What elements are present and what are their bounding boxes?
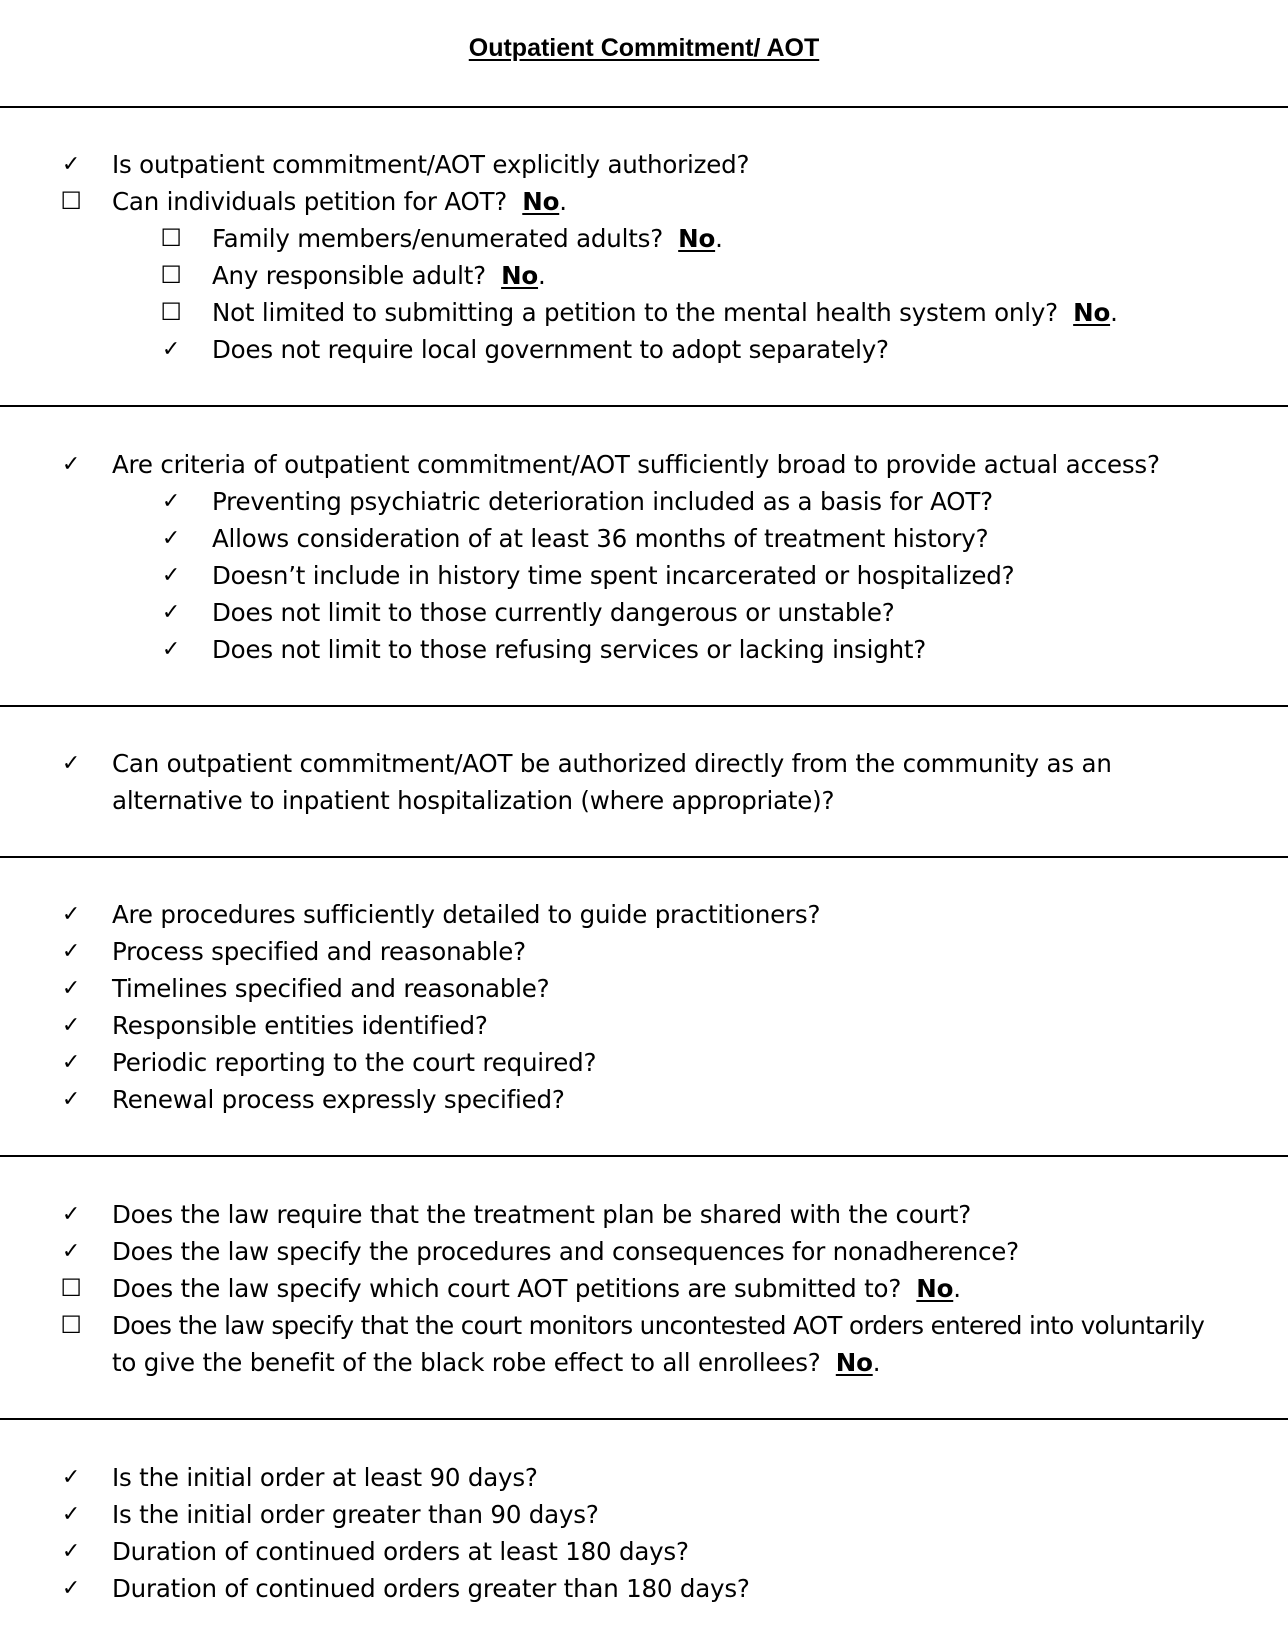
- check-mark-icon: ✓: [161, 337, 181, 362]
- section-court: [0, 1196, 1288, 1381]
- answer-no: No: [678, 224, 716, 253]
- answer-no: No: [501, 261, 539, 290]
- item-text: Family members/enumerated adults?: [212, 224, 679, 253]
- checklist-item: [0, 1233, 1288, 1270]
- checklist-item: [0, 1307, 1288, 1381]
- item-text: Preventing psychiatric deterioration included as a basis for AOT?: [212, 487, 993, 516]
- answer-no: No: [916, 1274, 954, 1303]
- checklist-subitem: [0, 594, 1288, 631]
- answer-no: No: [522, 187, 560, 216]
- item-text: Can outpatient commitment/AOT be authorized directly from the community as an: [112, 749, 1112, 778]
- checklist-subitem: [0, 331, 1288, 368]
- item-text: Renewal process expressly specified?: [112, 1085, 565, 1114]
- section-divider: [0, 705, 1288, 707]
- check-mark-icon: ✓: [61, 1202, 81, 1227]
- check-mark-icon: ✓: [61, 902, 81, 927]
- section-criteria: [0, 446, 1288, 668]
- answer-no: No: [835, 1348, 873, 1377]
- checklist-subitem: [0, 483, 1288, 520]
- section-procedures: [0, 896, 1288, 1118]
- checklist-subitem: [0, 557, 1288, 594]
- checklist-item: [0, 446, 1288, 483]
- checklist-item: [0, 1270, 1288, 1307]
- checklist-subitem: [0, 520, 1288, 557]
- answer-period: .: [1110, 298, 1118, 327]
- check-mark-icon: ✓: [61, 1465, 81, 1490]
- checklist-item: [0, 1081, 1288, 1118]
- checklist-item: [0, 183, 1288, 220]
- item-text: Are procedures sufficiently detailed to guide practitioners?: [112, 900, 821, 929]
- check-mark-icon: ✓: [61, 1576, 81, 1601]
- empty-checkbox-icon: ☐: [160, 224, 182, 252]
- item-text: Is the initial order at least 90 days?: [112, 1463, 538, 1492]
- check-mark-icon: ✓: [61, 1502, 81, 1527]
- check-mark-icon: ✓: [61, 152, 81, 177]
- empty-checkbox-icon: ☐: [60, 1274, 82, 1302]
- section-divider: [0, 1155, 1288, 1157]
- item-text: Is outpatient commitment/AOT explicitly authorized?: [112, 150, 750, 179]
- checklist-item: [0, 1044, 1288, 1081]
- item-text: Responsible entities identified?: [112, 1011, 488, 1040]
- checklist-subitem: [0, 220, 1288, 257]
- item-text: Does the law specify that the court monitors uncontested AOT orders entered into voluntarily: [112, 1311, 1205, 1340]
- checklist-item: [0, 745, 1288, 819]
- check-mark-icon: ✓: [61, 1539, 81, 1564]
- answer-no: No: [1073, 298, 1111, 327]
- check-mark-icon: ✓: [61, 1087, 81, 1112]
- item-text-line2: to give the benefit of the black robe effect to all enrollees?: [112, 1348, 836, 1377]
- check-mark-icon: ✓: [161, 563, 181, 588]
- check-mark-icon: ✓: [161, 637, 181, 662]
- empty-checkbox-icon: ☐: [160, 261, 182, 289]
- check-mark-icon: ✓: [161, 526, 181, 551]
- checklist-item: [0, 1533, 1288, 1570]
- item-text: Are criteria of outpatient commitment/AOT sufficiently broad to provide actual access?: [112, 450, 1160, 479]
- check-mark-icon: ✓: [61, 751, 81, 776]
- section-duration: [0, 1459, 1288, 1607]
- item-text: Process specified and reasonable?: [112, 937, 526, 966]
- section-divider: [0, 1418, 1288, 1420]
- item-text: Does not limit to those refusing services or lacking insight?: [212, 635, 927, 664]
- check-mark-icon: ✓: [61, 939, 81, 964]
- item-text-line2: alternative to inpatient hospitalization (where appropriate)?: [112, 786, 835, 815]
- answer-period: .: [538, 261, 546, 290]
- item-text: Does the law specify the procedures and consequences for nonadherence?: [112, 1237, 1019, 1266]
- empty-checkbox-icon: ☐: [160, 298, 182, 326]
- check-mark-icon: ✓: [61, 1013, 81, 1038]
- checklist-item: [0, 1570, 1288, 1607]
- checklist-subitem: [0, 294, 1288, 331]
- item-text: Can individuals petition for AOT?: [112, 187, 523, 216]
- checklist-item: [0, 1496, 1288, 1533]
- check-mark-icon: ✓: [161, 600, 181, 625]
- item-text: Duration of continued orders greater than 180 days?: [112, 1574, 750, 1603]
- item-text: Periodic reporting to the court required?: [112, 1048, 597, 1077]
- item-text: Duration of continued orders at least 180 days?: [112, 1537, 689, 1566]
- checklist-item: [0, 1196, 1288, 1233]
- section-authorization: [0, 146, 1288, 368]
- item-text: Doesn’t include in history time spent incarcerated or hospitalized?: [212, 561, 1015, 590]
- item-text: Does the law specify which court AOT petitions are submitted to?: [112, 1274, 917, 1303]
- item-text: Not limited to submitting a petition to the mental health system only?: [212, 298, 1074, 327]
- section-divider: [0, 405, 1288, 407]
- answer-period: .: [872, 1348, 881, 1377]
- item-text: Does not require local government to adopt separately?: [212, 335, 889, 364]
- section-community-authorization: [0, 745, 1288, 819]
- section-divider: [0, 106, 1288, 108]
- check-mark-icon: ✓: [161, 489, 181, 514]
- check-mark-icon: ✓: [61, 1239, 81, 1264]
- check-mark-icon: ✓: [61, 452, 81, 477]
- checklist-subitem: [0, 631, 1288, 668]
- item-text: Allows consideration of at least 36 months of treatment history?: [212, 524, 989, 553]
- item-text: Is the initial order greater than 90 days?: [112, 1500, 599, 1529]
- item-text: Does not limit to those currently dangerous or unstable?: [212, 598, 895, 627]
- checklist-subitem: [0, 257, 1288, 294]
- checklist-item: [0, 1007, 1288, 1044]
- empty-checkbox-icon: ☐: [60, 1311, 82, 1339]
- checklist-item: [0, 933, 1288, 970]
- empty-checkbox-icon: ☐: [60, 187, 82, 215]
- page-title: Outpatient Commitment/ AOT: [468, 34, 820, 62]
- checklist-item: [0, 1459, 1288, 1496]
- check-mark-icon: ✓: [61, 1050, 81, 1075]
- answer-period: .: [715, 224, 723, 253]
- item-text: Does the law require that the treatment plan be shared with the court?: [112, 1200, 972, 1229]
- check-mark-icon: ✓: [61, 976, 81, 1001]
- item-text: Timelines specified and reasonable?: [112, 974, 550, 1003]
- checklist-item: [0, 970, 1288, 1007]
- checklist-item: [0, 146, 1288, 183]
- answer-period: .: [953, 1274, 961, 1303]
- item-text: Any responsible adult?: [212, 261, 502, 290]
- answer-period: .: [559, 187, 567, 216]
- section-divider: [0, 856, 1288, 858]
- checklist-item: [0, 896, 1288, 933]
